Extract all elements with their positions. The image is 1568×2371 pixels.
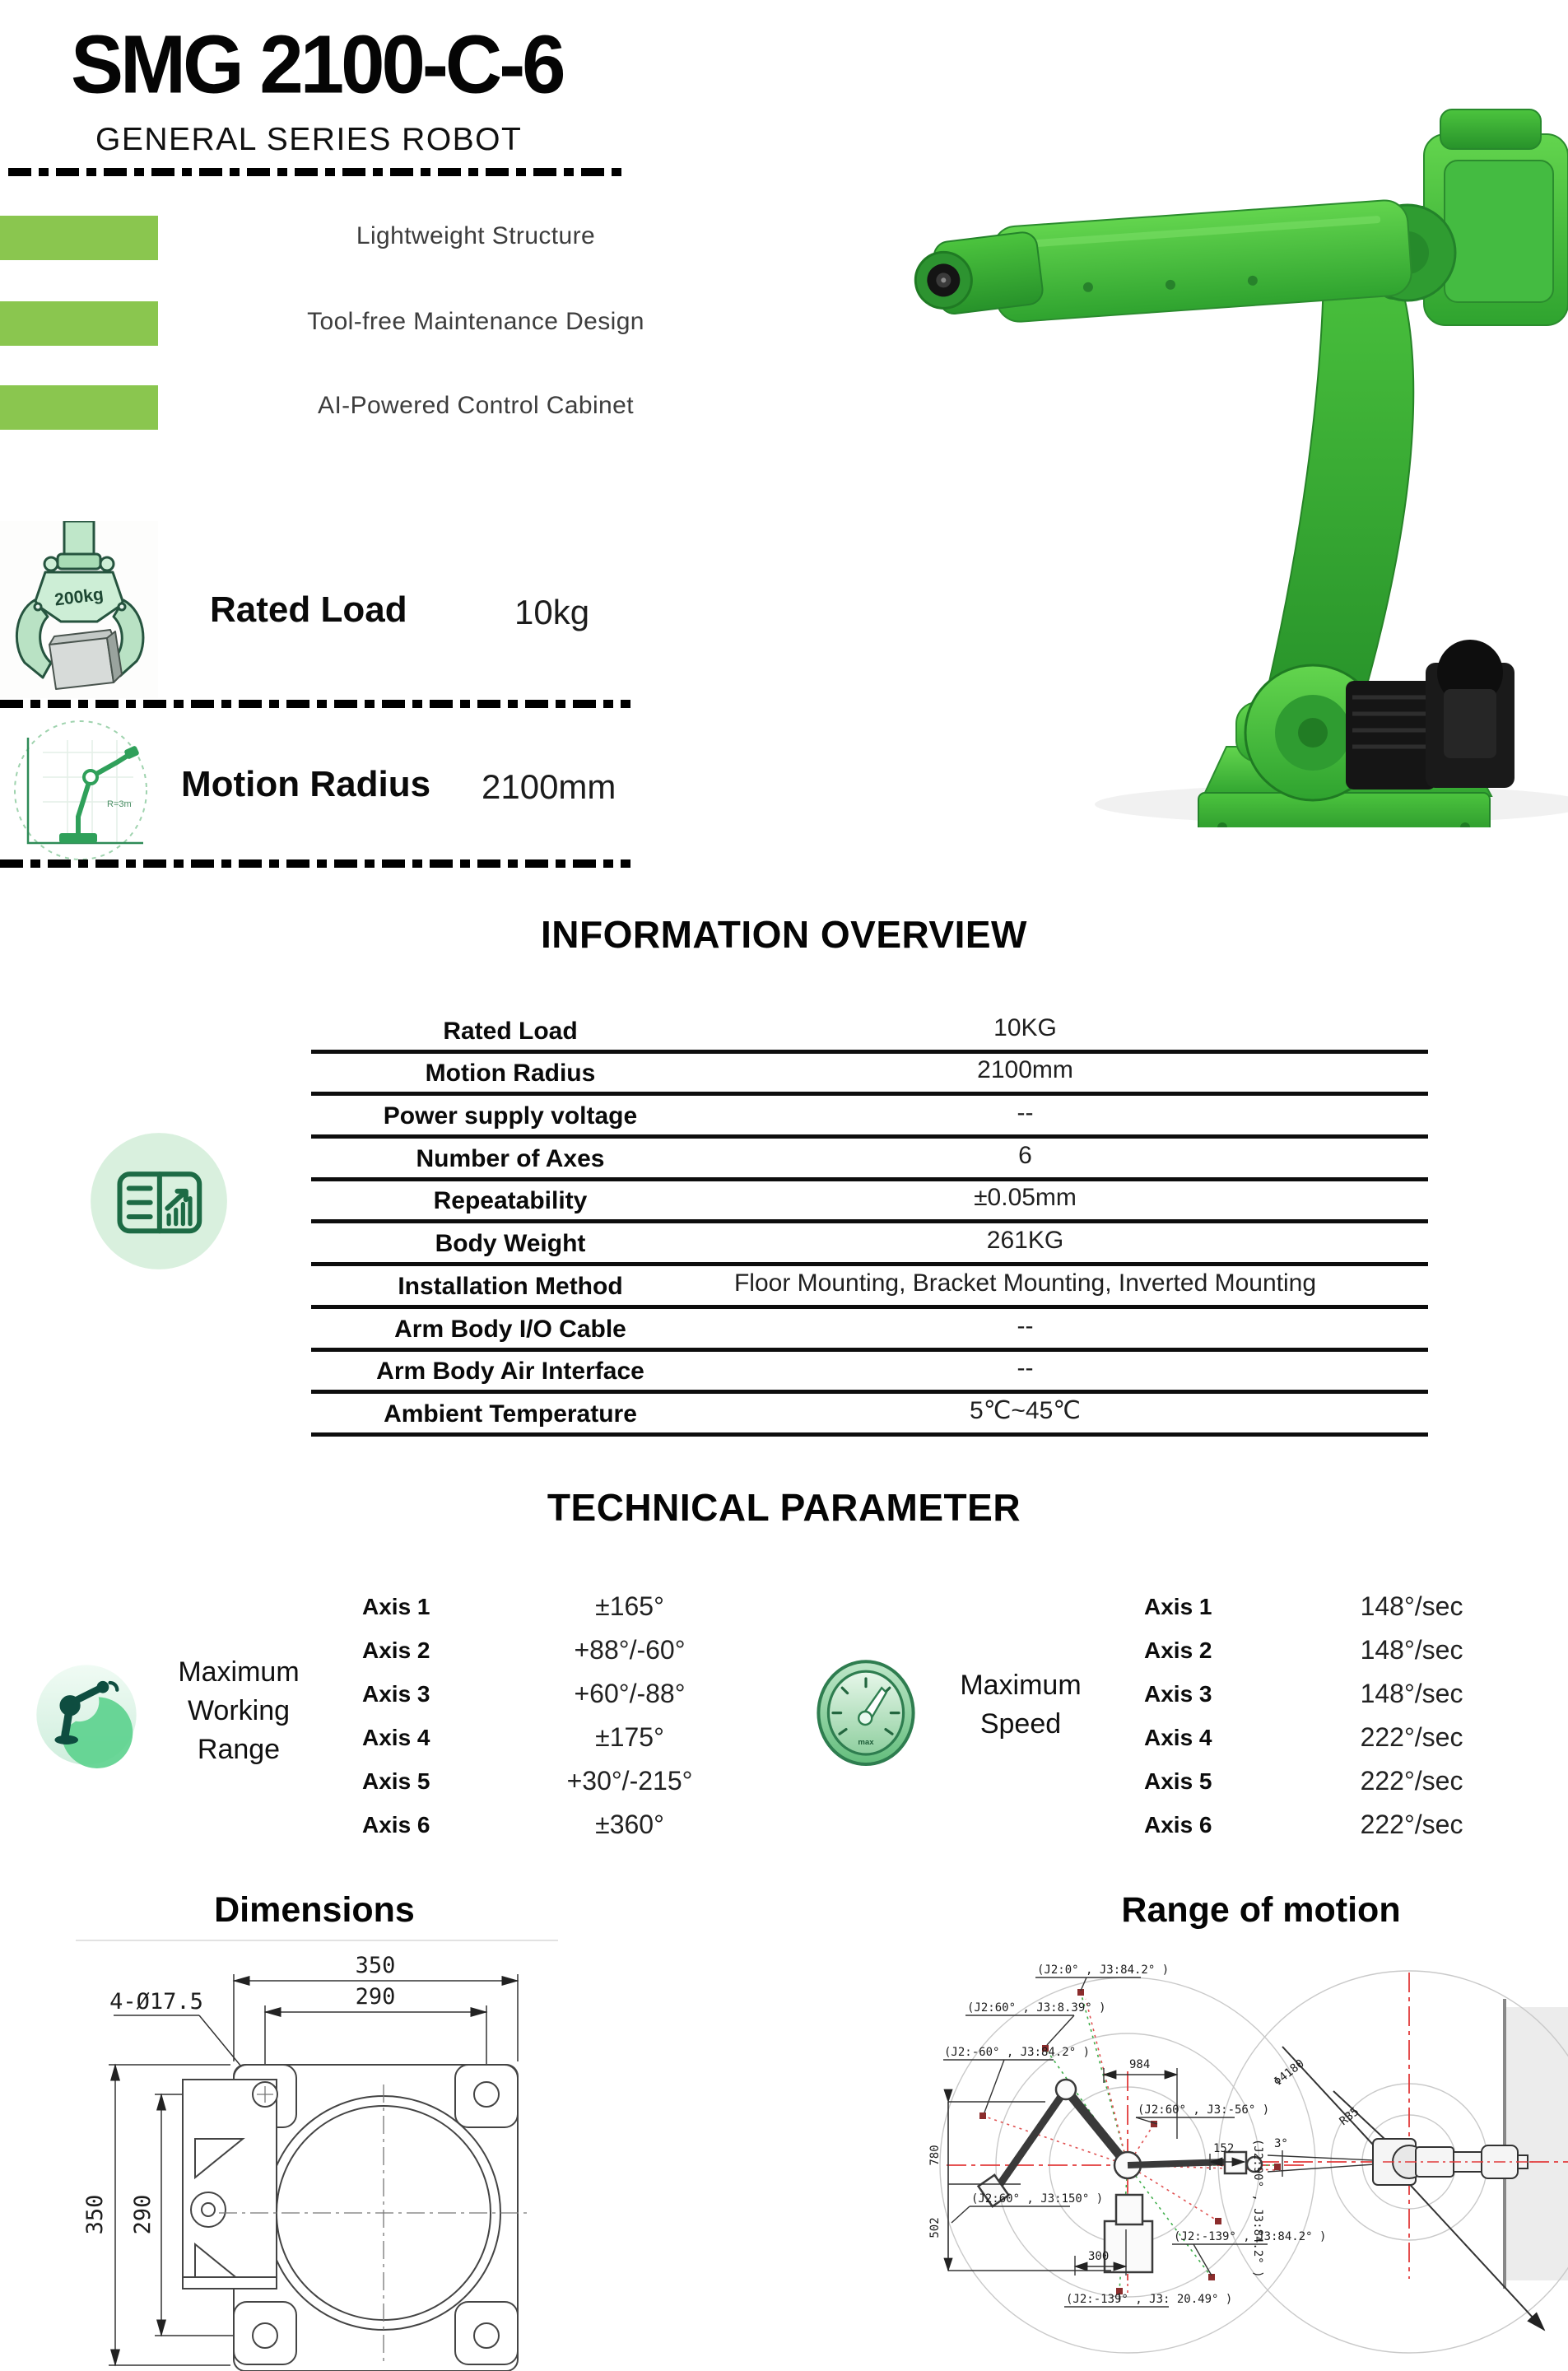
robot-hero-image — [897, 62, 1568, 827]
dimensions-title: Dimensions — [214, 1890, 415, 1930]
info-overview-title: INFORMATION OVERVIEW — [541, 913, 1027, 956]
rml-152: 152 — [1213, 2142, 1235, 2155]
rml-j2-m139-2049: (J2:-139° , J3: 20.49° ) — [1066, 2293, 1233, 2306]
rated-load-label: Rated Load — [210, 589, 407, 630]
rml-780: 780 — [928, 2145, 942, 2166]
motion-radius-icon — [10, 720, 151, 861]
working-range-icon — [33, 1661, 140, 1768]
gripper-badge: 200kg — [54, 585, 105, 610]
dim-350-top: 350 — [355, 1953, 396, 1978]
rml-j2-90: (J2:90° , J3:84.2° ) — [1251, 2139, 1264, 2278]
divider-thin — [76, 1940, 558, 1941]
feature-bar — [0, 216, 158, 260]
motion-icon-badge: R=3m — [107, 799, 132, 809]
rml-300: 300 — [1088, 2250, 1110, 2263]
dim-290-left: 290 — [130, 2194, 156, 2235]
table-row: Ambient Temperature 5℃~45℃ — [311, 1394, 1428, 1437]
motion-radius-label: Motion Radius — [181, 764, 431, 804]
table-row: Arm Body I/O Cable -- — [311, 1309, 1428, 1352]
page-subtitle: GENERAL SERIES ROBOT — [95, 122, 523, 157]
table-row: Arm Body Air Interface -- — [311, 1352, 1428, 1395]
table-row: Rated Load 10KG — [311, 1011, 1428, 1054]
range-of-motion-title: Range of motion — [1121, 1890, 1401, 1930]
table-row: Power supply voltage -- — [311, 1096, 1428, 1139]
max-speed-heading: Maximum Speed — [960, 1670, 1082, 1740]
working-range-heading: Maximum Working Range — [178, 1656, 300, 1765]
technical-parameter-title: TECHNICAL PARAMETER — [547, 1486, 1021, 1529]
speed-gauge-icon — [813, 1659, 919, 1768]
table-row: Installation Method Floor Mounting, Bracket Mounting, Inverted Mounting — [311, 1266, 1428, 1309]
range-of-motion-drawing — [922, 1949, 1568, 2371]
rml-j2-m139-842: (J2:-139° , J3:84.2° ) — [1174, 2230, 1327, 2243]
rated-load-value: 10kg — [514, 593, 590, 631]
feature-toolfree: Tool-free Maintenance Design — [307, 308, 644, 335]
table-row: Motion Radius 2100mm — [311, 1054, 1428, 1097]
dim-350-left: 350 — [82, 2194, 108, 2235]
rml-984: 984 — [1129, 2058, 1151, 2071]
table-row: Number of Axes 6 — [311, 1139, 1428, 1181]
rml-j2-m60: (J2:-60° , J3:84.2° ) — [944, 2046, 1091, 2059]
rml-j2-60-839: (J2:60° , J3:8.39° ) — [967, 2001, 1106, 2015]
rml-dia4180: Φ4180 — [1271, 2057, 1307, 2089]
page-title: SMG 2100-C-6 — [71, 19, 563, 111]
divider-dashed-mid1 — [0, 700, 630, 708]
info-overview-table — [311, 1011, 1428, 1437]
divider-dashed-top — [8, 168, 627, 176]
rml-j2-60-150: (J2:60° , J3:150° ) — [971, 2192, 1104, 2206]
feature-ai-cabinet: AI-Powered Control Cabinet — [318, 392, 634, 419]
rml-502: 502 — [928, 2217, 942, 2238]
dimensions-drawing — [74, 1949, 535, 2371]
divider-dashed-mid2 — [0, 859, 630, 868]
rml-j2-0: (J2:0° , J3:84.2° ) — [1037, 1963, 1170, 1977]
rml-j2-60-m56: (J2:60° , J3:-56° ) — [1138, 2103, 1270, 2117]
table-row: Body Weight 261KG — [311, 1223, 1428, 1266]
motion-radius-value: 2100mm — [482, 767, 616, 806]
dim-290-top: 290 — [355, 1984, 396, 2010]
dim-holes: 4-Ø17.5 — [109, 1989, 203, 2015]
max-speed-rows: Axis 1 148°/sec Axis 2 148°/sec Axis 3 148°/sec Axis 4 222°/sec Axis 5 222°/sec Axis 6 222°/sec — [1144, 1591, 1463, 1839]
feature-lightweight: Lightweight Structure — [356, 222, 596, 249]
feature-bar — [0, 385, 158, 430]
rml-r35: R35 — [1337, 2104, 1362, 2129]
report-icon — [81, 1123, 237, 1279]
gauge-max-label: max — [858, 1738, 874, 1747]
gripper-icon — [0, 521, 158, 698]
rml-3deg: 3° — [1274, 2137, 1288, 2150]
working-range-rows: Axis 1 ±165° Axis 2 +88°/-60° Axis 3 +60°/-88° Axis 4 ±175° Axis 5 +30°/-215° Axis 6 ±360° — [362, 1591, 693, 1839]
feature-bar — [0, 301, 158, 346]
table-row: Repeatability ±0.05mm — [311, 1181, 1428, 1224]
